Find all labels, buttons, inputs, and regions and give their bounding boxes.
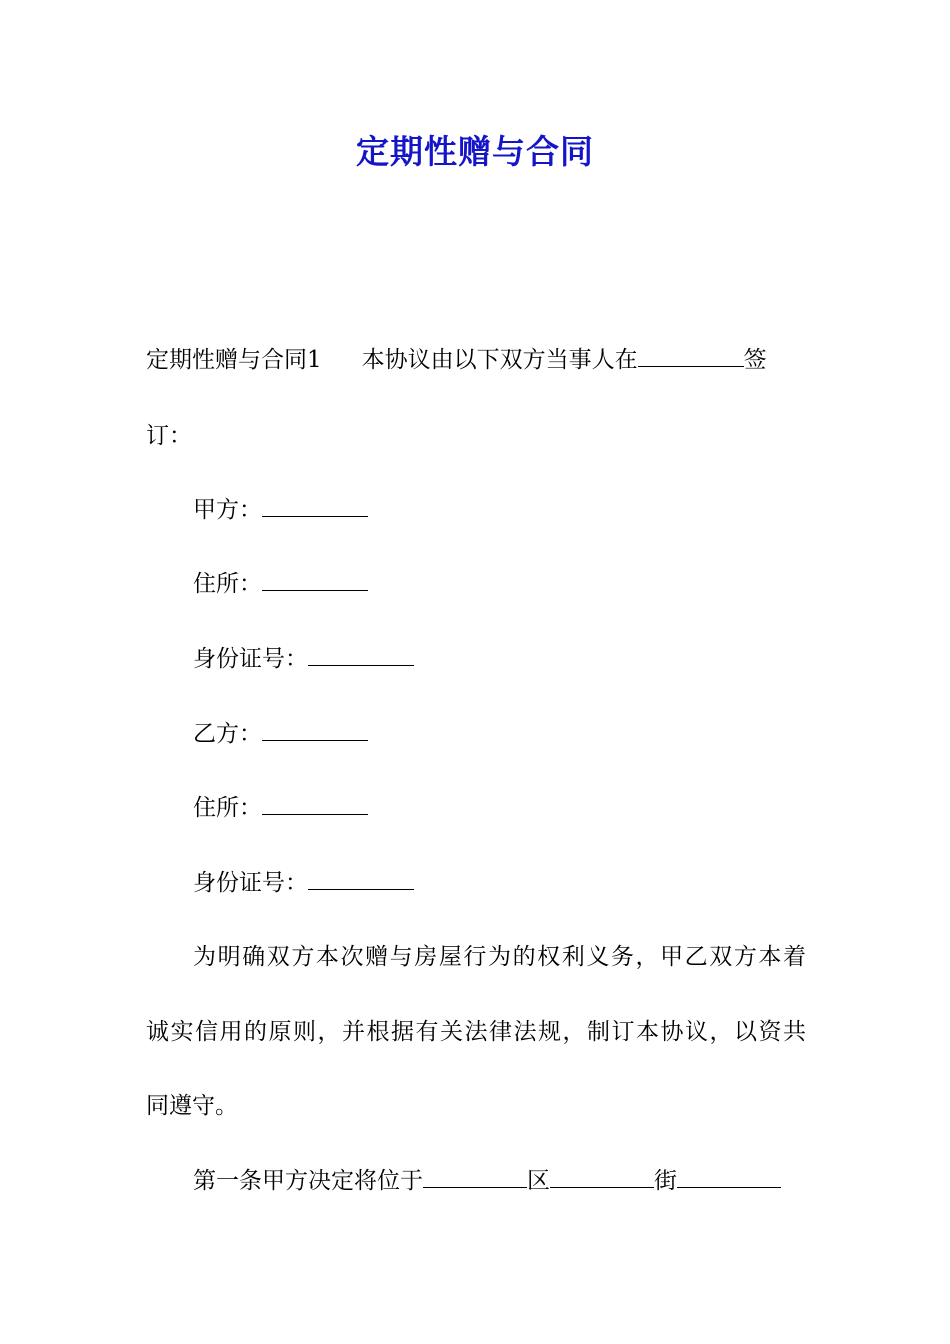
intro-cont-line [146,421,806,451]
party-b-id-line [193,868,414,898]
party-a-id-line [193,644,414,674]
intro-line [146,345,806,375]
party-a-line [193,495,368,525]
intro-suffix: 签 [743,347,767,373]
intro-text: 本协议由以下双方当事人在 [361,347,638,373]
party-b-label: 乙方： [193,721,262,747]
party-b-line [193,719,368,749]
intro-cont: 订： [146,423,192,449]
party-a-address-line [193,569,368,599]
intro-prefix: 定期性赠与合同1 [146,347,322,373]
article-1-city-blank [423,1166,527,1188]
party-a-blank [262,495,368,517]
party-b-id-label: 身份证号： [193,870,308,896]
party-a-address-label: 住所： [193,571,262,597]
party-a-address-blank [262,569,368,591]
article-1-district: 区 [527,1168,550,1194]
party-b-id-blank [308,868,414,890]
article-1-line [193,1166,781,1196]
purpose-line-2: 诚实信用的原则，并根据有关法律法规，制订本协议，以资共 [146,1019,806,1045]
party-b-address-label: 住所： [193,795,262,821]
party-b-address-blank [262,793,368,815]
party-a-id-label: 身份证号： [193,646,308,672]
party-a-label: 甲方： [193,497,262,523]
article-1-district-blank [550,1166,654,1188]
purpose-line-3: 同遵守。 [146,1093,238,1119]
article-1-street-blank [677,1166,781,1188]
party-a-id-blank [308,644,414,666]
party-b-blank [262,719,368,741]
party-b-address-line [193,793,368,823]
article-1-prefix: 第一条甲方决定将位于 [193,1168,423,1194]
signing-place-blank [638,345,744,367]
document-title: 定期性赠与合同 [356,132,594,171]
article-1-street: 街 [654,1168,677,1194]
purpose-line-1: 为明确双方本次赠与房屋行为的权利义务，甲乙双方本着 [193,944,806,970]
